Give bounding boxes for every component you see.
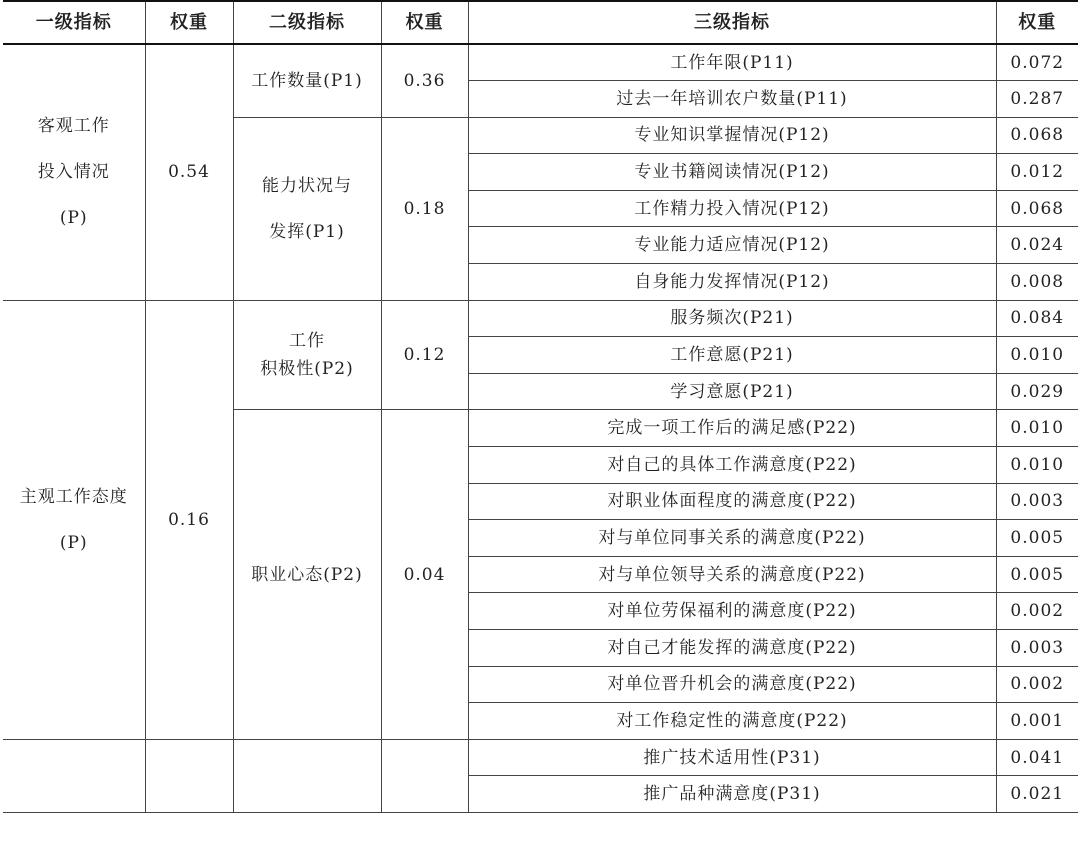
table-row [3,300,1078,337]
level2-cell: 工作数量(P1) [233,44,381,117]
level1-weight-cell: 0.16 [145,300,233,739]
level2-weight-cell: 0.36 [381,44,468,117]
level3-cell: 学习意愿(P21) [468,373,996,410]
level2-weight-cell: 0.12 [381,300,468,410]
level2-weight-cell: 0.04 [381,410,468,739]
level3-cell: 对自己才能发挥的满意度(P22) [468,630,996,667]
level3-cell: 对工作稳定性的满意度(P22) [468,703,996,740]
indicator-weight-table [3,0,1078,813]
level3-cell: 专业知识掌握情况(P12) [468,117,996,154]
level3-weight-cell: 0.005 [996,556,1078,593]
table-row [3,44,1078,81]
level3-weight-cell: 0.012 [996,154,1078,191]
level3-weight-cell: 0.003 [996,630,1078,667]
level3-weight-cell: 0.010 [996,447,1078,484]
level2-weight-cell: 0.18 [381,117,468,300]
level3-weight-cell: 0.010 [996,337,1078,374]
header-weight2: 权重 [381,1,468,44]
level3-cell: 服务频次(P21) [468,300,996,337]
level3-weight-cell: 0.008 [996,264,1078,301]
level3-weight-cell: 0.005 [996,520,1078,557]
level3-cell: 过去一年培训农户数量(P11) [468,81,996,118]
level3-weight-cell: 0.041 [996,739,1078,776]
level3-weight-cell: 0.002 [996,593,1078,630]
level3-cell: 自身能力发挥情况(P12) [468,264,996,301]
table-header-row [3,1,1078,44]
level1-cell: 主观工作态度 (P) [3,300,145,739]
level3-weight-cell: 0.001 [996,703,1078,740]
level3-weight-cell: 0.029 [996,373,1078,410]
header-level1: 一级指标 [3,1,145,44]
level2-weight-cell [381,739,468,812]
level3-cell: 专业能力适应情况(P12) [468,227,996,264]
level3-cell: 对单位劳保福利的满意度(P22) [468,593,996,630]
header-level3: 三级指标 [468,1,996,44]
level3-cell: 对与单位同事关系的满意度(P22) [468,520,996,557]
level2-cell: 工作 积极性(P2) [233,300,381,410]
level3-cell: 对职业体面程度的满意度(P22) [468,483,996,520]
level3-weight-cell: 0.003 [996,483,1078,520]
level3-cell: 工作年限(P11) [468,44,996,81]
level3-weight-cell: 0.010 [996,410,1078,447]
level1-cell: 客观工作 投入情况 (P) [3,44,145,300]
level3-weight-cell: 0.287 [996,81,1078,118]
level3-weight-cell: 0.024 [996,227,1078,264]
level3-cell: 专业书籍阅读情况(P12) [468,154,996,191]
level3-weight-cell: 0.068 [996,117,1078,154]
level3-cell: 工作意愿(P21) [468,337,996,374]
level3-cell: 推广技术适用性(P31) [468,739,996,776]
level3-cell: 对单位晋升机会的满意度(P22) [468,666,996,703]
level1-weight-cell: 0.54 [145,44,233,300]
level2-cell: 职业心态(P2) [233,410,381,739]
header-weight3: 权重 [996,1,1078,44]
level2-cell [233,739,381,812]
level2-cell: 能力状况与 发挥(P1) [233,117,381,300]
level3-cell: 完成一项工作后的满足感(P22) [468,410,996,447]
level3-cell: 推广品种满意度(P31) [468,776,996,813]
level3-cell: 对与单位领导关系的满意度(P22) [468,556,996,593]
level3-weight-cell: 0.084 [996,300,1078,337]
level3-weight-cell: 0.021 [996,776,1078,813]
level3-weight-cell: 0.072 [996,44,1078,81]
level3-cell: 对自己的具体工作满意度(P22) [468,447,996,484]
level1-weight-cell [145,739,233,812]
level1-cell [3,739,145,812]
header-weight1: 权重 [145,1,233,44]
level3-weight-cell: 0.002 [996,666,1078,703]
level3-cell: 工作精力投入情况(P12) [468,190,996,227]
header-level2: 二级指标 [233,1,381,44]
level3-weight-cell: 0.068 [996,190,1078,227]
table-row [3,739,1078,776]
